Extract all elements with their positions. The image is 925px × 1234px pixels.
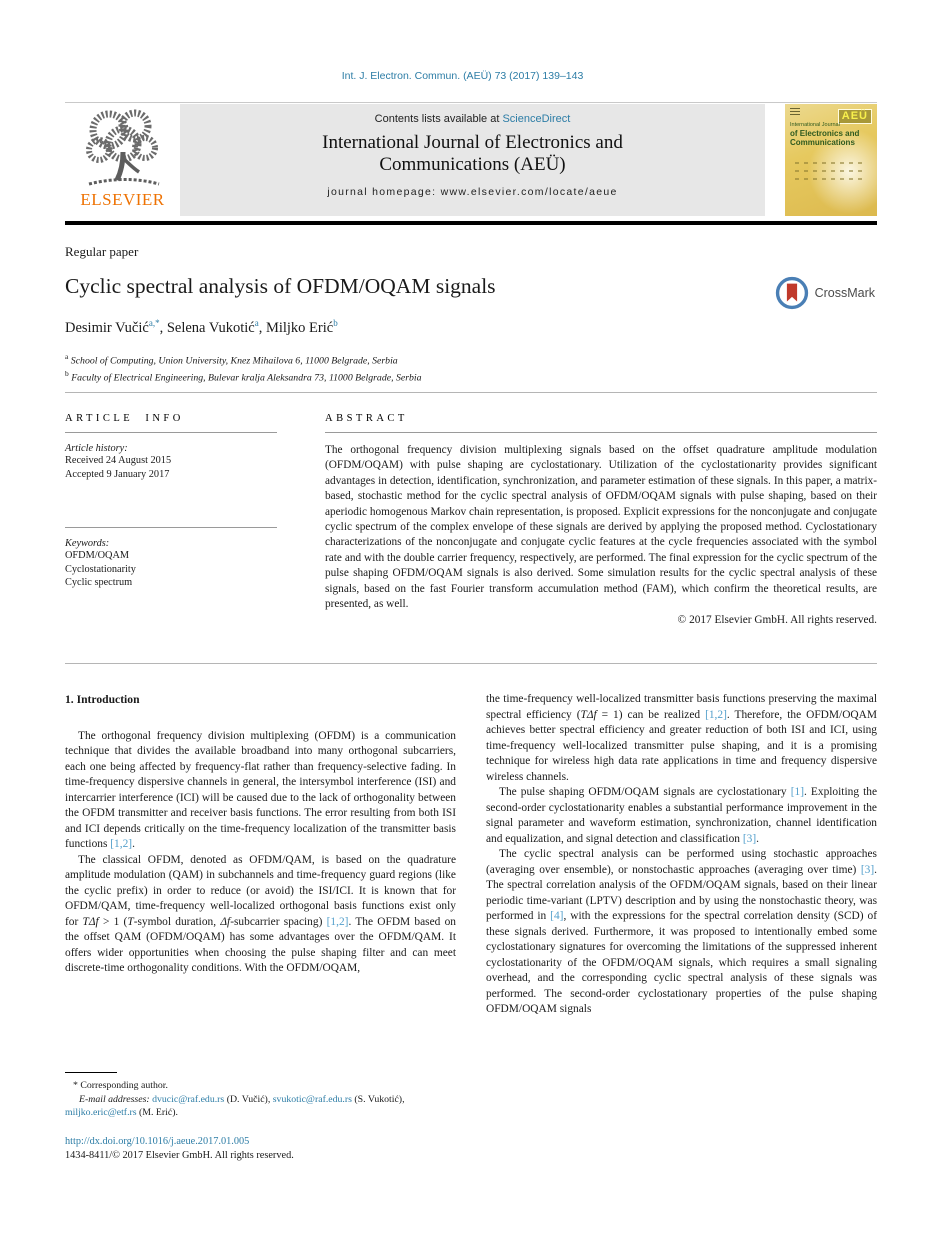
header-bottom-rule: [65, 221, 877, 225]
keyword: OFDM/OQAM: [65, 550, 130, 561]
author-affil-sup[interactable]: a,*: [148, 318, 160, 328]
paragraph: The orthogonal frequency division multiplexing (OFDM) is a communication technique that divides the available broadband into many orthogonal subcarriers, each one being affected by frequency-flat rather than frequency-selective fading. In time-frequency dispersive channels in general, the intersymbol interference (ISI) and intercarrier interference (ICI) will be caused due to the lack of orthogonality between the OFDM transmitter and receiver basis functions. The error resulting from both ISI and ICI depends critically on the time-frequency localization of the transmitter basis functions [1,2].: [65, 729, 456, 850]
paragraph: The pulse shaping OFDM/OQAM signals are cyclostationary [1]. Exploiting the second-order cyclostationarity enables a substantial performance improvement in the signal parameter and waveform estimation, synchronization, channel identification and equalization, and signal detection and classification [3].: [486, 786, 877, 845]
cover-publisher-mark: [790, 108, 800, 116]
elsevier-wordmark: ELSEVIER: [80, 190, 165, 209]
journal-header-banner: [65, 104, 877, 216]
banner-center: [180, 104, 765, 216]
keywords-label: Keywords:: [65, 538, 110, 549]
article-type-label: Regular paper: [65, 244, 139, 259]
contents-prefix: Contents lists available at: [374, 113, 503, 125]
affiliation-text: School of Computing, Union University, Knez Mihailova 6, 11000 Belgrade, Serbia: [70, 355, 398, 367]
author: [266, 320, 338, 336]
issn-copyright-line: 1434-8411/© 2017 Elsevier GmbH. All rights reserved.: [65, 1150, 294, 1161]
footnote-rule: [65, 1072, 117, 1073]
right-column: [486, 692, 877, 1018]
history-item: Received 24 August 2015: [65, 455, 172, 466]
footnote-block: [65, 1072, 477, 1120]
author-name: Miljko Erić: [265, 319, 334, 336]
article-header: [65, 244, 877, 384]
elsevier-tree-icon: [79, 106, 167, 192]
email-label: E-mail addresses:: [79, 1093, 150, 1105]
paper-title: Cyclic spectral analysis of OFDM/OQAM signals: [65, 274, 496, 298]
affiliation-list: [65, 350, 877, 385]
author-separator: ,: [258, 319, 266, 336]
affiliation-sup: a: [65, 351, 69, 361]
keyword: Cyclostationarity: [65, 563, 136, 575]
paragraph: the time-frequency well-localized transmitter basis functions preserving the maximal spectral efficiency (TΔf = 1) can be realized [1,2]. Therefore, the OFDM/OQAM achieves better spectral efficiency and greater reduction of both ISI and ICI, using time-frequency well-localized transmitter pulse shaping, and it is a promising technique for wireless high data rate applications in time and frequency dispersive wireless channels.: [486, 693, 878, 783]
corresponding-author-note: * Corresponding author.: [73, 1080, 168, 1091]
abstract-column: [325, 413, 877, 626]
abstract-heading: ABSTRACT: [325, 413, 408, 424]
paragraph: The classical OFDM, denoted as OFDM/QAM, is based on the quadrature amplitude modulation (QAM) in subchannels and time-frequency guard regions (like the cyclic prefix) in order to reduce (or avoid) the ISI/ICI. It is known that for OFDM/QAM, time-frequency well-localized orthogonal basis functions exist only for TΔf > 1 (T-symbol duration, Δf-subcarrier spacing) [1,2]. The OFDM based on the offset QAM (OFDM/OQAM) has some advantages over the OFDM/QAM. It offers wider opportunities when choosing the pulse shaping filter and can meet discrete-time orthogonality conditions. With the OFDM/OQAM,: [65, 853, 456, 974]
email-addresses-line: [65, 1093, 477, 1120]
cover-title: [790, 122, 873, 147]
body-text-columns: [65, 692, 877, 1018]
divider: [65, 432, 277, 433]
journal-title-line2: Communications (AEÜ): [379, 154, 566, 175]
author-name: Selena Vukotić: [166, 319, 255, 336]
crossmark-button[interactable]: [775, 276, 875, 310]
left-column: [65, 692, 456, 1018]
affiliation: [65, 350, 877, 367]
cover-subtitle: International Journal: [790, 122, 840, 128]
article-history-label: Article history:: [65, 443, 128, 454]
author-separator: ,: [159, 319, 167, 336]
divider: [325, 432, 877, 433]
header-top-rule: [65, 102, 877, 103]
journal-homepage-link[interactable]: journal homepage: www.elsevier.com/locate/aeue: [327, 186, 618, 198]
email-link[interactable]: svukotic@raf.edu.rs: [272, 1093, 352, 1105]
email-link[interactable]: dvucic@raf.edu.rs: [152, 1093, 225, 1105]
affiliation-text: Faculty of Electrical Engineering, Bulevar kralja Aleksandra 73, 11000 Belgrade, Serbia: [71, 372, 422, 384]
cover-aeu-badge: AEÜ: [838, 109, 872, 124]
doi-link[interactable]: http://dx.doi.org/10.1016/j.aeue.2017.01.005: [65, 1136, 250, 1147]
email-owner: (S. Vukotić),: [351, 1093, 405, 1105]
author-affil-sup[interactable]: a: [254, 318, 259, 328]
email-link[interactable]: miljko.eric@etf.rs: [65, 1107, 137, 1118]
banner-gap: [765, 104, 785, 216]
abstract-copyright: © 2017 Elsevier GmbH. All rights reserved.: [677, 614, 877, 627]
elsevier-logo: [65, 104, 180, 216]
cover-title-line1: of Electronics and: [790, 129, 860, 138]
info-abstract-block: [65, 392, 877, 664]
email-owner: (D. Vučić),: [224, 1093, 273, 1105]
author: [65, 320, 167, 336]
author-name: Desimir Vučić: [65, 319, 149, 336]
article-info-column: [65, 413, 277, 590]
author-list: [65, 318, 877, 337]
contents-lists-line: [180, 113, 765, 125]
divider: [65, 527, 277, 528]
journal-citation: Int. J. Electron. Commun. (AEÜ) 73 (2017) 139–143: [341, 70, 584, 82]
email-owner: (M. Erić).: [136, 1107, 178, 1118]
author: [167, 320, 266, 336]
journal-title-line1: International Journal of Electronics and: [322, 132, 623, 153]
abstract-text: The orthogonal frequency division multiplexing signals based on the offset quadrature amplitude modulation (OFDM/OQAM) with pulse shaping are cyclostationary. Utilization of the cyclostationarity provides significant advantages in detection, identification, synchronization, and parameter estimation of these signals. In this paper, a matrix-based, stochastic method for the cyclic spectral analysis of OFDM/OQAM signals with pulse shaping, based on their aperiodic homogenous Markov chain representation, is proposed. Explicit expressions for the nonconjugate and conjugate cyclic spectrum of the complex envelope of these signals are derived by applying the proposed method. Cyclostationary characterizations of the nonconjugate and conjugate cyclic features at the cycle frequencies associated with the symbol rate and with the double carrier frequency, respectively, are performed. The final expression for the cyclic spectrum of the pulse shaping OFDM/OQAM signals is also derived. Some simulation results for the cyclic spectral analysis of these signals, based on the fast Fourier transform accumulation method (FAM), which confirm the theoretical results, are presented, as well.: [325, 444, 877, 611]
section-heading-introduction: 1. Introduction: [65, 693, 140, 706]
paragraph: The cyclic spectral analysis can be performed using stochastic approaches (averaging over ensemble), or nonstochastic approaches (averaging over time) [3]. The spectral correlation analysis of the OFDM/OQAM signals, based on their linear periodic time-variant (LPTV) description and by using the nonstochastic theory, was performed in [4], with the expressions for the spectral correlation density (SCD) of these signals derived. Furthermore, it was proposed to intentionally embed some cyclostationary signatures for overcoming the limitations of the suppressed inherent cyclostationarity of the OFDM/OQAM signals, which requires a small signaling overhead, and the corresponding cyclic spectral analysis of these signals was performed. The second-order cyclostationary properties of the pulse shaping OFDM/OQAM signals: [486, 848, 877, 1015]
journal-cover-thumbnail: [785, 104, 877, 216]
cover-title-line2: Communications: [790, 138, 855, 147]
keyword: Cyclic spectrum: [65, 577, 133, 588]
sciencedirect-link[interactable]: ScienceDirect: [502, 113, 571, 125]
affiliation: [65, 367, 877, 384]
author-affil-sup[interactable]: b: [333, 318, 338, 328]
crossmark-icon: [775, 276, 809, 310]
cover-artwork: [795, 162, 865, 188]
article-info-heading: ARTICLE INFO: [65, 413, 184, 424]
history-item: Accepted 9 January 2017: [65, 468, 170, 480]
affiliation-sup: b: [65, 369, 69, 379]
journal-title: [180, 132, 765, 176]
footer-block: [65, 1135, 294, 1163]
crossmark-label: CrossMark: [814, 286, 875, 300]
